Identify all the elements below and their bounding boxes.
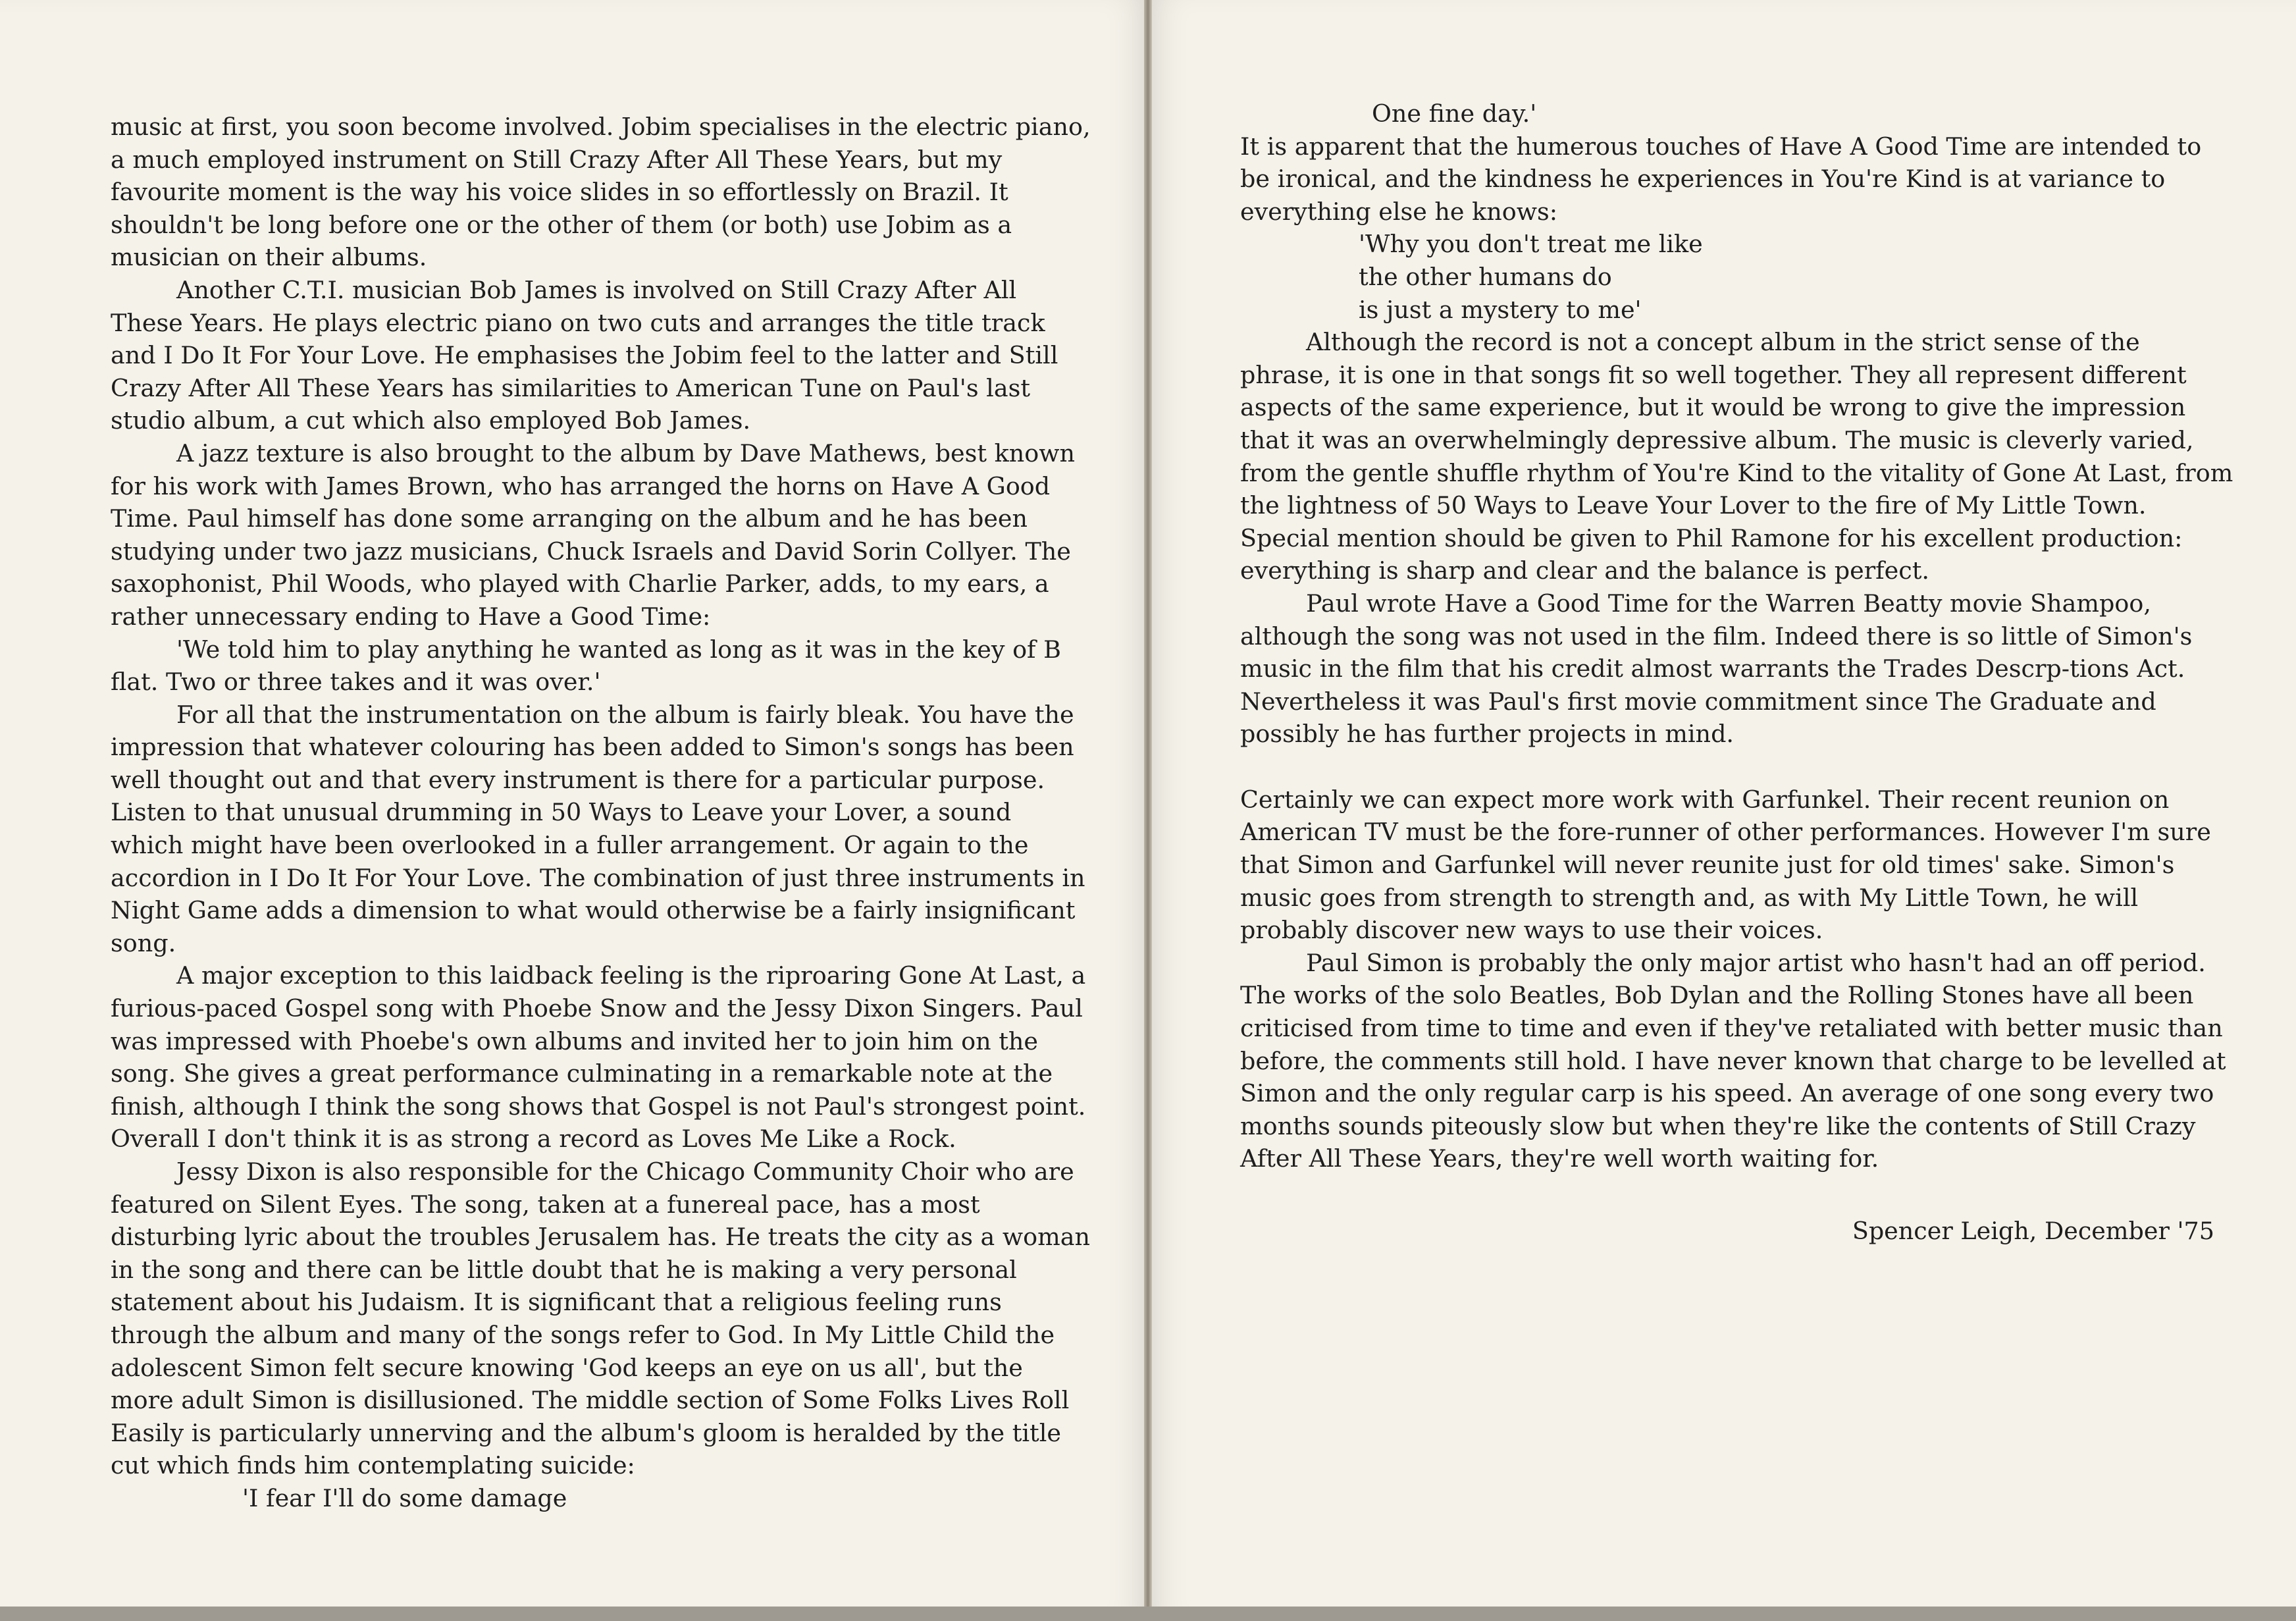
author-signature: Spencer Leigh, December '75 xyxy=(1852,1217,2214,1245)
paragraph: Paul wrote Have a Good Time for the Warren Beatty movie Shampoo, although the song was not used in the film. Indeed there is so little of Simon's music in the film that his credit almost warrants the Trades Descrp-tions Act. Nevertheless it was Paul's first movie commitment since The Graduate and possibly he has further projects in mind. xyxy=(1240,589,2193,749)
quotation: 'We told him to play anything he wanted as long as it was in the key of B flat. Two or three takes and it was over.' xyxy=(111,635,1061,697)
book-gutter xyxy=(1144,0,1152,1621)
right-page-text xyxy=(1240,97,2234,1248)
section-gap xyxy=(1240,751,2234,784)
paragraph: It is apparent that the humerous touches of Have A Good Time are intended to be ironical, and the kindness he experiences in You're Kind is at variance to everything else he knows: xyxy=(1240,132,2202,226)
page-bottom-edge xyxy=(0,1607,2296,1621)
paragraph: For all that the instrumentation on the album is fairly bleak. You have the impression that whatever colouring has been added to Simon's songs has been well thought out and that every instrument is there for a particular purpose. Listen to that unusual drumming in 50 Ways to Leave your Lover, a sound which might have been overlooked in a fuller arrangement. Or again to the accordion in I Do It For Your Love. The combination of just three instruments in Night Game adds a dimension to what would otherwise be a fairly insignificant song. xyxy=(111,700,1085,957)
left-page-text xyxy=(111,111,1091,1515)
lyric-line: 'I fear I'll do some damage xyxy=(242,1483,567,1512)
lyric-block xyxy=(1240,228,2234,326)
right-page xyxy=(1148,0,2296,1621)
lyric-line: One fine day.' xyxy=(1372,99,1537,128)
lyric-line: is just a mystery to me' xyxy=(1359,295,1642,324)
lyric-line: the other humans do xyxy=(1359,262,1612,291)
paragraph: Although the record is not a concept album in the strict sense of the phrase, it is one in that songs fit so well together. They all represent different aspects of the same experience, but it would be wrong to give the impression that it was an overwhelmingly depressive album. The music is cleverly varied, from the gentle shuffle rhythm of You're Kind to the vitality of Gone At Last, from the lightness of 50 Ways to Leave Your Lover to the fire of My Little Town. Special mention should be given to Phil Ramone for his excellent production: everything is sharp and clear and the balance is perfect. xyxy=(1240,328,2233,585)
paragraph: Another C.T.I. musician Bob James is involved on Still Crazy After All These Years. He plays electric piano on two cuts and arranges the title track and I Do It For Your Love. He emphasises the Jobim feel to the latter and Still Crazy After All These Years has similarities to American Tune on Paul's last studio album, a cut which also employed Bob James. xyxy=(111,275,1058,435)
paragraph: Jessy Dixon is also responsible for the Chicago Community Choir who are featured on Silent Eyes. The song, taken at a funereal pace, has a most disturbing lyric about the troubles Jerusalem has. He treats the city as a woman in the song and there can be little doubt that he is making a very personal statement about his Judaism. It is significant that a religious feeling runs through the album and many of the songs refer to God. In My Little Child the adolescent Simon felt secure knowing 'God keeps an eye on us all', but the more adult Simon is disillusioned. The middle section of Some Folks Lives Roll Easily is particularly unnerving and the album's gloom is heralded by the title cut which finds him contemplating suicide: xyxy=(111,1157,1091,1480)
paragraph: A jazz texture is also brought to the album by Dave Mathews, best known for his work with James Brown, who has arranged the horns on Have A Good Time. Paul himself has done some arranging on the album and he has been studying under two jazz musicians, Chuck Israels and David Sorin Collyer. The saxophonist, Phil Woods, who played with Charlie Parker, adds, to my ears, a rather unnecessary ending to Have a Good Time: xyxy=(111,438,1075,631)
paragraph: Certainly we can expect more work with Garfunkel. Their recent reunion on American TV must be the fore-runner of other performances. However I'm sure that Simon and Garfunkel will never reunite just for old times' sake. Simon's music goes from strength to strength and, as with My Little Town, he will probably discover new ways to use their voices. xyxy=(1240,785,2211,945)
paragraph: music at first, you soon become involved. Jobim specialises in the electric piano, a much employed instrument on Still Crazy After All These Years, but my favourite moment is the way his voice slides in so effortlessly on Brazil. It shouldn't be long before one or the other of them (or both) use Jobim as a musician on their albums. xyxy=(111,113,1091,272)
lyric-line: 'Why you don't treat me like xyxy=(1359,230,1703,259)
paragraph: A major exception to this laidback feeling is the riproaring Gone At Last, a furious-paced Gospel song with Phoebe Snow and the Jessy Dixon Singers. Paul was impressed with Phoebe's own albums and invited her to join him on the song. She gives a great performance culminating in a remarkable note at the finish, although I think the song shows that Gospel is not Paul's strongest point. Overall I don't think it is as strong a record as Loves Me Like a Rock. xyxy=(111,961,1086,1154)
paragraph: Paul Simon is probably the only major artist who hasn't had an off period. The works of the solo Beatles, Bob Dylan and the Rolling Stones have all been criticised from time to time and even if they've retaliated with better music than before, the comments still hold. I have never known that charge to be levelled at Simon and the only regular carp is his speed. An average of one song every two months sounds piteously slow but when they're like the contents of Still Crazy After All These Years, they're well worth waiting for. xyxy=(1240,948,2226,1173)
